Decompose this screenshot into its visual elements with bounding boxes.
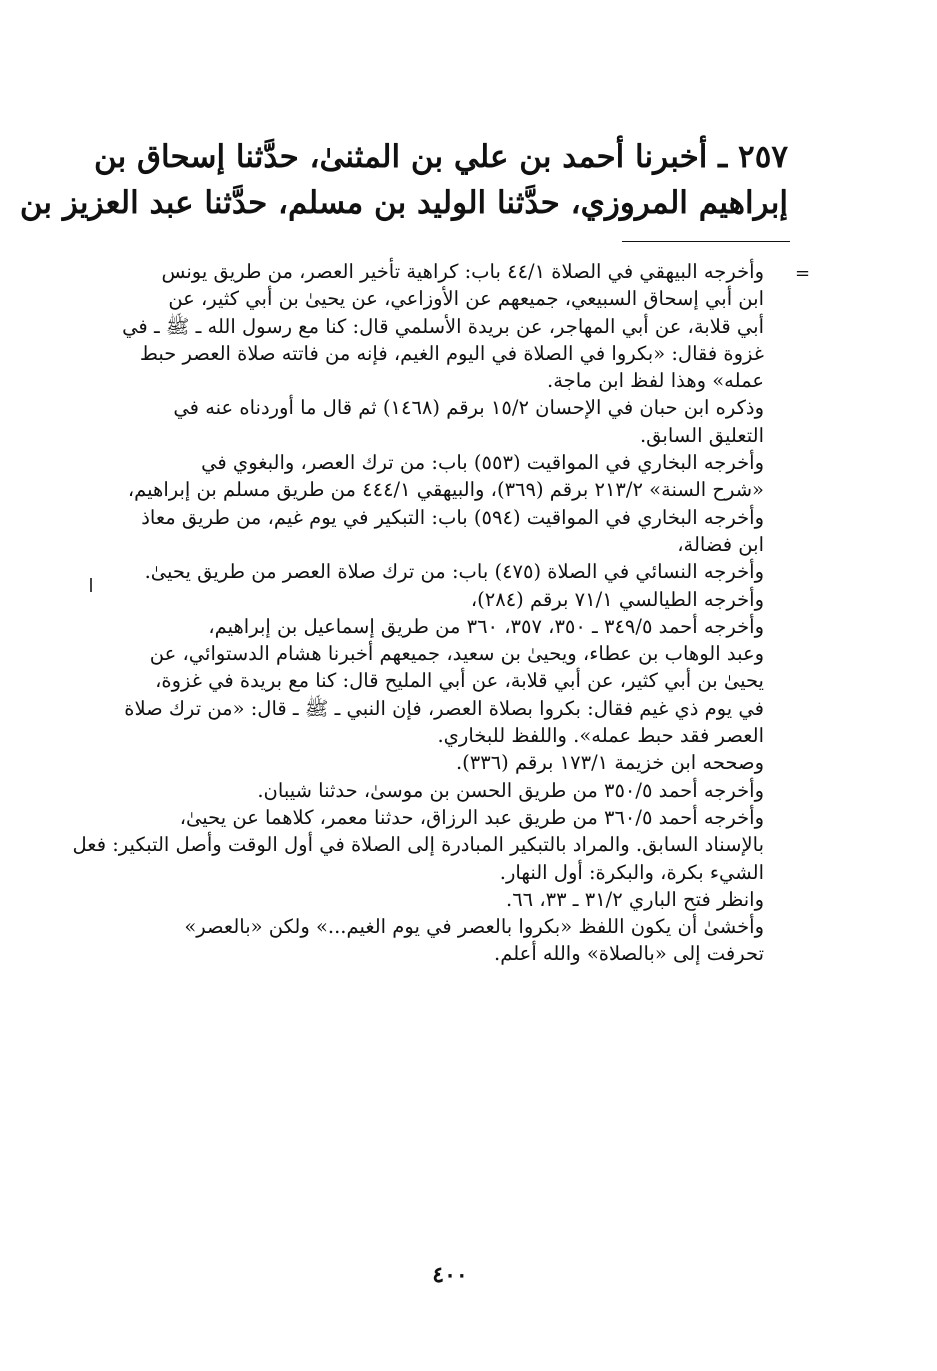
footnote-continuation-mark: =: [795, 263, 811, 284]
footnote-line: وصححه ابن خزيمة ١٧٣/١ برقم (٣٣٦).: [455, 751, 764, 775]
footnote-line: وأخرجه الطيالسي ٧١/١ برقم (٢٨٤)،: [470, 587, 764, 611]
footnote-paragraph: [100, 394, 790, 449]
footnote-line: وأخرجه البخاري في المواقيت (٥٩٤) باب: التبكير في يوم غيم، من طريق معاذ: [141, 505, 764, 529]
footnote-paragraph: [100, 586, 790, 613]
footnote-line: وأخرجه أحمد ٣٤٩/٥ ـ ٣٥٠، ٣٥٧، ٣٦٠ من طريق إسماعيل بن إبراهيم،: [208, 614, 764, 638]
footnote-paragraph: [100, 504, 790, 559]
footnote-line: العصر فقد حبط عمله». واللفظ للبخاري.: [437, 724, 764, 748]
hadith-line: ٢٥٧ ـ أخبرنا أحمد بن علي بن المثنىٰ، حدَّثنا إسحاق بن: [93, 139, 788, 175]
hadith-text: [19, 134, 788, 226]
footnote-line: ابن فضالة،: [677, 532, 764, 556]
footnote-line: وذكره ابن حبان في الإحسان ١٥/٢ برقم (١٤٦٨) ثم قال ما أوردناه عنه في: [173, 396, 764, 420]
footnote-line: غزوة فقال: «بكروا في الصلاة في اليوم الغيم، فإنه من فاتته صلاة العصر حبط: [139, 341, 764, 365]
footnote-line: وأخرجه النسائي في الصلاة (٤٧٥) باب: من ترك صلاة العصر من طريق يحيىٰ.: [144, 560, 764, 584]
hadith-line: إبراهيم المروزي، حدَّثنا الوليد بن مسلم، حدَّثنا عبد العزيز بن: [19, 185, 788, 221]
footnote-line: وأخشىٰ أن يكون اللفظ «بكروا بالعصر في يوم الغيم...» ولكن «بالعصر»: [184, 915, 764, 939]
footnote-line: ابن أبي إسحاق السبيعي، جميعهم عن الأوزاعي، عن يحيىٰ بن أبي كثير، عن: [168, 287, 764, 311]
footnote-line: في يوم ذي غيم فقال: بكروا بصلاة العصر، فإن النبي ـ ﷺ ـ قال: «من ترك صلاة: [124, 696, 764, 720]
footnote-line: وانظر فتح الباري ٣١/٢ ـ ٣٣، ٦٦.: [505, 887, 764, 911]
footnote-line: وأخرجه البيهقي في الصلاة ٤٤/١ باب: كراهية تأخير العصر، من طريق يونس: [161, 260, 764, 283]
footnote-line: عمله» وهذا لفظ ابن ماجة.: [547, 369, 764, 393]
footnote-paragraph: [100, 749, 790, 776]
footnote-paragraph: [100, 449, 790, 504]
footnote-line: وأخرجه البخاري في المواقيت (٥٥٣) باب: من ترك العصر، والبغوي في: [201, 451, 764, 475]
footnote-paragraph: [100, 886, 790, 913]
footnote-paragraph: [100, 613, 790, 749]
footnote-paragraph: [100, 777, 790, 804]
footnote-line: الشيء بكرة، والبكرة: أول النهار.: [499, 860, 764, 884]
footnote-line: «شرح السنة» ٢١٣/٢ برقم (٣٦٩)، والبيهقي ٤٤٤/١ من طريق مسلم بن إبراهيم،: [127, 478, 764, 502]
footnote-paragraph: [100, 558, 790, 585]
footnote-line: وأخرجه أحمد ٣٦٠/٥ من طريق عبد الرزاق، حدثنا معمر، كلاهما عن يحيىٰ،: [179, 805, 764, 829]
footnote-line: تحرفت إلى «بالصلاة» والله أعلم.: [494, 942, 764, 966]
page-number: ٤٠٠: [432, 1262, 468, 1288]
footnote-paragraph: [100, 913, 790, 968]
footnote-paragraph: [100, 258, 790, 394]
footnotes: [72, 258, 790, 968]
footnote-line: التعليق السابق.: [639, 423, 764, 447]
footnote-paragraph: [72, 804, 790, 886]
footnote-line: وأخرجه أحمد ٣٥٠/٥ من طريق الحسن بن موسىٰ، حدثنا شيبان.: [257, 778, 764, 802]
footnote-separator: [622, 241, 790, 242]
footnote-line: يحيىٰ بن أبي كثير، عن أبي قلابة، عن أبي المليح قال: كنا مع بريدة في غزوة،: [155, 669, 764, 693]
margin-mark: [90, 578, 92, 592]
footnote-line: وعبد الوهاب بن عطاء، ويحيىٰ بن سعيد، جميعهم أخبرنا هشام الدستوائي، عن: [149, 642, 764, 666]
footnote-line: أبي قلابة، عن أبي المهاجر، عن بريدة الأسلمي قال: كنا مع رسول الله ـ ﷺ ـ في: [122, 314, 764, 338]
footnote-line: بالإسناد السابق. والمراد بالتبكير المبادرة إلى الصلاة في أول الوقت وأصل التبكير: فعل: [72, 833, 764, 857]
